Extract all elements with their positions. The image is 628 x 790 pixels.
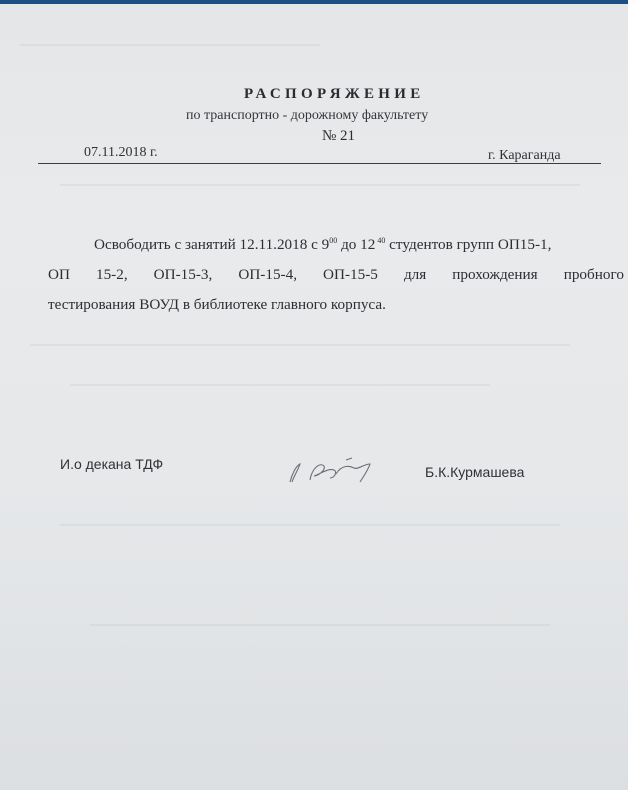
signatory-title: И.о декана ТДФ [60, 456, 164, 472]
document-number: № 21 [322, 128, 356, 144]
time-superscript: 40 [375, 236, 386, 245]
body-word: пробного [563, 266, 624, 283]
body-text-segment: до 12 [337, 236, 376, 253]
document-title: РАСПОРЯЖЕНИЕ [244, 86, 425, 102]
body-line-1 [94, 236, 551, 254]
body-text-segment: Освободить с занятий 12.11.2018 с 9 [94, 236, 330, 253]
bleed-through-mark [60, 184, 580, 186]
body-word: для [403, 266, 427, 283]
body-line-3: тестирования ВОУД в библиотеке главного корпуса. [48, 296, 386, 313]
body-word: ОП-15-4, [238, 266, 297, 283]
bleed-through-mark [70, 384, 490, 386]
body-word: прохождения [452, 266, 538, 283]
body-line-2 [48, 266, 628, 284]
body-text-segment: студентов групп ОП15-1, [385, 236, 552, 253]
document-subtitle: по транспортно - дорожному факультету [186, 108, 429, 123]
body-word: ОП-15-3, [153, 266, 213, 283]
handwritten-signature [280, 454, 390, 486]
time-superscript: 00 [329, 236, 338, 245]
document-city: г. Караганда [488, 148, 561, 163]
document-page [0, 4, 628, 790]
bleed-through-mark [60, 524, 560, 526]
document-date: 07.11.2018 г. [84, 145, 158, 160]
body-word: ОП [48, 266, 70, 283]
bleed-through-mark [90, 624, 550, 626]
bleed-through-mark [30, 344, 570, 346]
bleed-through-mark [20, 44, 320, 46]
body-word: 15-2, [95, 266, 128, 283]
signatory-name: Б.К.Курмашева [425, 464, 525, 480]
header-rule [38, 163, 601, 164]
body-word: ОП-15-5 [323, 266, 378, 283]
